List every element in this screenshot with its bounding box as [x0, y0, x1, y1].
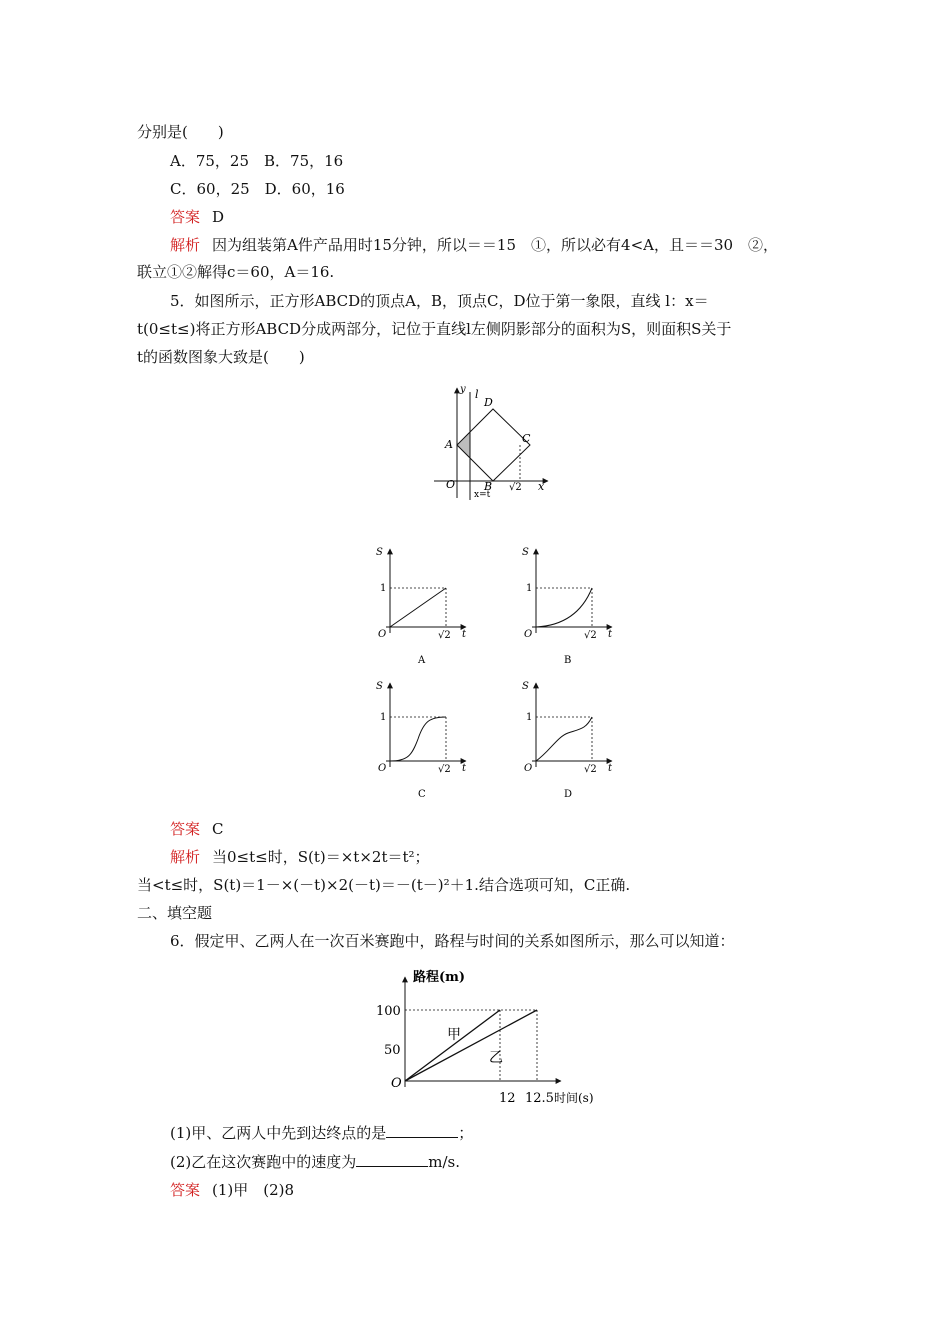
curve-d	[536, 717, 592, 761]
q5-stem-line-3: t的函数图象大致是( )	[137, 348, 305, 366]
q5-answer	[170, 819, 224, 839]
label-sqrt2: √2	[584, 630, 597, 641]
q5-analysis-line-1	[170, 847, 430, 867]
q6-sub2-end: m/s.	[428, 1153, 460, 1171]
q6-sub1-blank[interactable]	[386, 1123, 458, 1138]
label-S: S	[376, 547, 383, 558]
x-axis-label: 时间(s)	[554, 1091, 594, 1105]
label-A: A	[445, 438, 453, 451]
answer-label: 答案	[170, 208, 201, 226]
option-graph-c	[376, 681, 467, 800]
q6-sub2	[170, 1152, 460, 1172]
q6-sub2-blank[interactable]	[356, 1152, 428, 1167]
label-S: S	[522, 547, 529, 558]
option-graph-d	[522, 681, 613, 800]
q5-stem-line-2: t(0≤t≤)将正方形ABCD分成两部分，记位于直线l左侧阴影部分的面积为S，则面积S关于	[137, 320, 732, 338]
label-t: t	[608, 763, 613, 774]
q4-answer	[170, 207, 224, 227]
series-line-1	[405, 1010, 500, 1081]
label-O: O	[524, 763, 533, 774]
option-letter-a: A	[418, 655, 426, 666]
option-letter-c: C	[418, 789, 426, 800]
label-O: O	[378, 629, 387, 640]
curve-b	[536, 588, 592, 627]
label-O: O	[524, 629, 533, 640]
q6-sub1-end: ；	[458, 1124, 474, 1142]
answer-label: 答案	[170, 1181, 201, 1199]
y-axis-label: 路程(m)	[413, 970, 466, 985]
label-B: B	[484, 480, 493, 493]
option-graph-b	[522, 547, 613, 666]
analysis-text: 因为组装第A件产品用时15分钟，所以＝＝15 ①，所以必有4<A，且＝＝30 ②，	[212, 236, 779, 254]
analysis-text: 当0≤t≤时，S(t)＝×t×2t＝t²；	[212, 848, 430, 866]
q6-sub1	[170, 1123, 473, 1143]
label-S: S	[376, 681, 383, 692]
series-label-yi: 乙	[489, 1050, 503, 1066]
x-tick-12-5: 12.5	[525, 1091, 554, 1106]
x-tick-12: 12	[499, 1091, 516, 1106]
q4-option-line-2: C．60，25 D．60，16	[170, 180, 345, 198]
q6-stem: 6．假定甲、乙两人在一次百米赛跑中，路程与时间的关系如图所示，那么可以知道：	[170, 932, 735, 950]
q6-sub1-text: (1)甲、乙两人中先到达终点的是	[170, 1124, 387, 1142]
analysis-label: 解析	[170, 236, 201, 254]
q4-stem-tail: 分别是( )	[137, 123, 224, 141]
q4-option-line-1: A．75，25 B．75，16	[170, 152, 344, 170]
series-line-2	[405, 1010, 537, 1081]
q4-analysis-line-1	[170, 235, 778, 255]
option-letter-d: D	[564, 789, 573, 800]
square-figure	[420, 378, 565, 518]
label-1: 1	[526, 712, 533, 723]
curve-c	[390, 717, 446, 761]
label-sqrt2: √2	[509, 482, 522, 493]
y-tick-100: 100	[376, 1004, 401, 1019]
label-x: x	[538, 480, 545, 493]
label-sqrt2: √2	[584, 764, 597, 775]
q5-analysis-line-2: 当<t≤时，S(t)＝1－×(－t)×2(－t)＝－(t－)²＋1.结合选项可知，C正确.	[137, 876, 631, 894]
analysis-label: 解析	[170, 848, 201, 866]
option-letter-b: B	[564, 655, 572, 666]
label-sqrt2: √2	[438, 630, 451, 641]
shaded-region	[457, 432, 470, 458]
curve-a	[390, 588, 446, 627]
label-O: O	[378, 763, 387, 774]
label-C: C	[522, 432, 531, 445]
label-S: S	[522, 681, 529, 692]
label-y: y	[460, 384, 466, 395]
label-1: 1	[380, 583, 387, 594]
answer-label: 答案	[170, 820, 201, 838]
label-t: t	[462, 629, 467, 640]
section-heading: 二、填空题	[137, 904, 213, 922]
q6-sub2-text: (2)乙在这次赛跑中的速度为	[170, 1153, 357, 1171]
label-l: l	[475, 388, 479, 401]
label-O: O	[446, 478, 456, 491]
label-t: t	[608, 629, 613, 640]
race-marks	[405, 1010, 537, 1081]
q4-analysis-line-2: 联立①②解得c＝60，A＝16.	[137, 263, 335, 281]
y-tick-50: 50	[384, 1043, 401, 1058]
answer-value: (1)甲 (2)8	[212, 1181, 295, 1199]
q5-stem-line-1: 5．如图所示，正方形ABCD的顶点A，B，顶点C，D位于第一象限，直线 l：x＝	[170, 292, 709, 310]
label-t: t	[462, 763, 467, 774]
race-chart	[365, 963, 620, 1113]
label-1: 1	[380, 712, 387, 723]
label-1: 1	[526, 583, 533, 594]
label-sqrt2: √2	[438, 764, 451, 775]
label-D: D	[484, 396, 493, 409]
option-graphs	[356, 533, 631, 810]
q6-answer	[170, 1180, 294, 1200]
label-x-eq-t: x=t	[474, 490, 491, 500]
answer-value: C	[212, 820, 224, 838]
origin-label: O	[391, 1076, 402, 1091]
answer-value: D	[212, 208, 225, 226]
option-graph-a	[376, 547, 467, 666]
series-label-jia: 甲	[447, 1027, 461, 1043]
